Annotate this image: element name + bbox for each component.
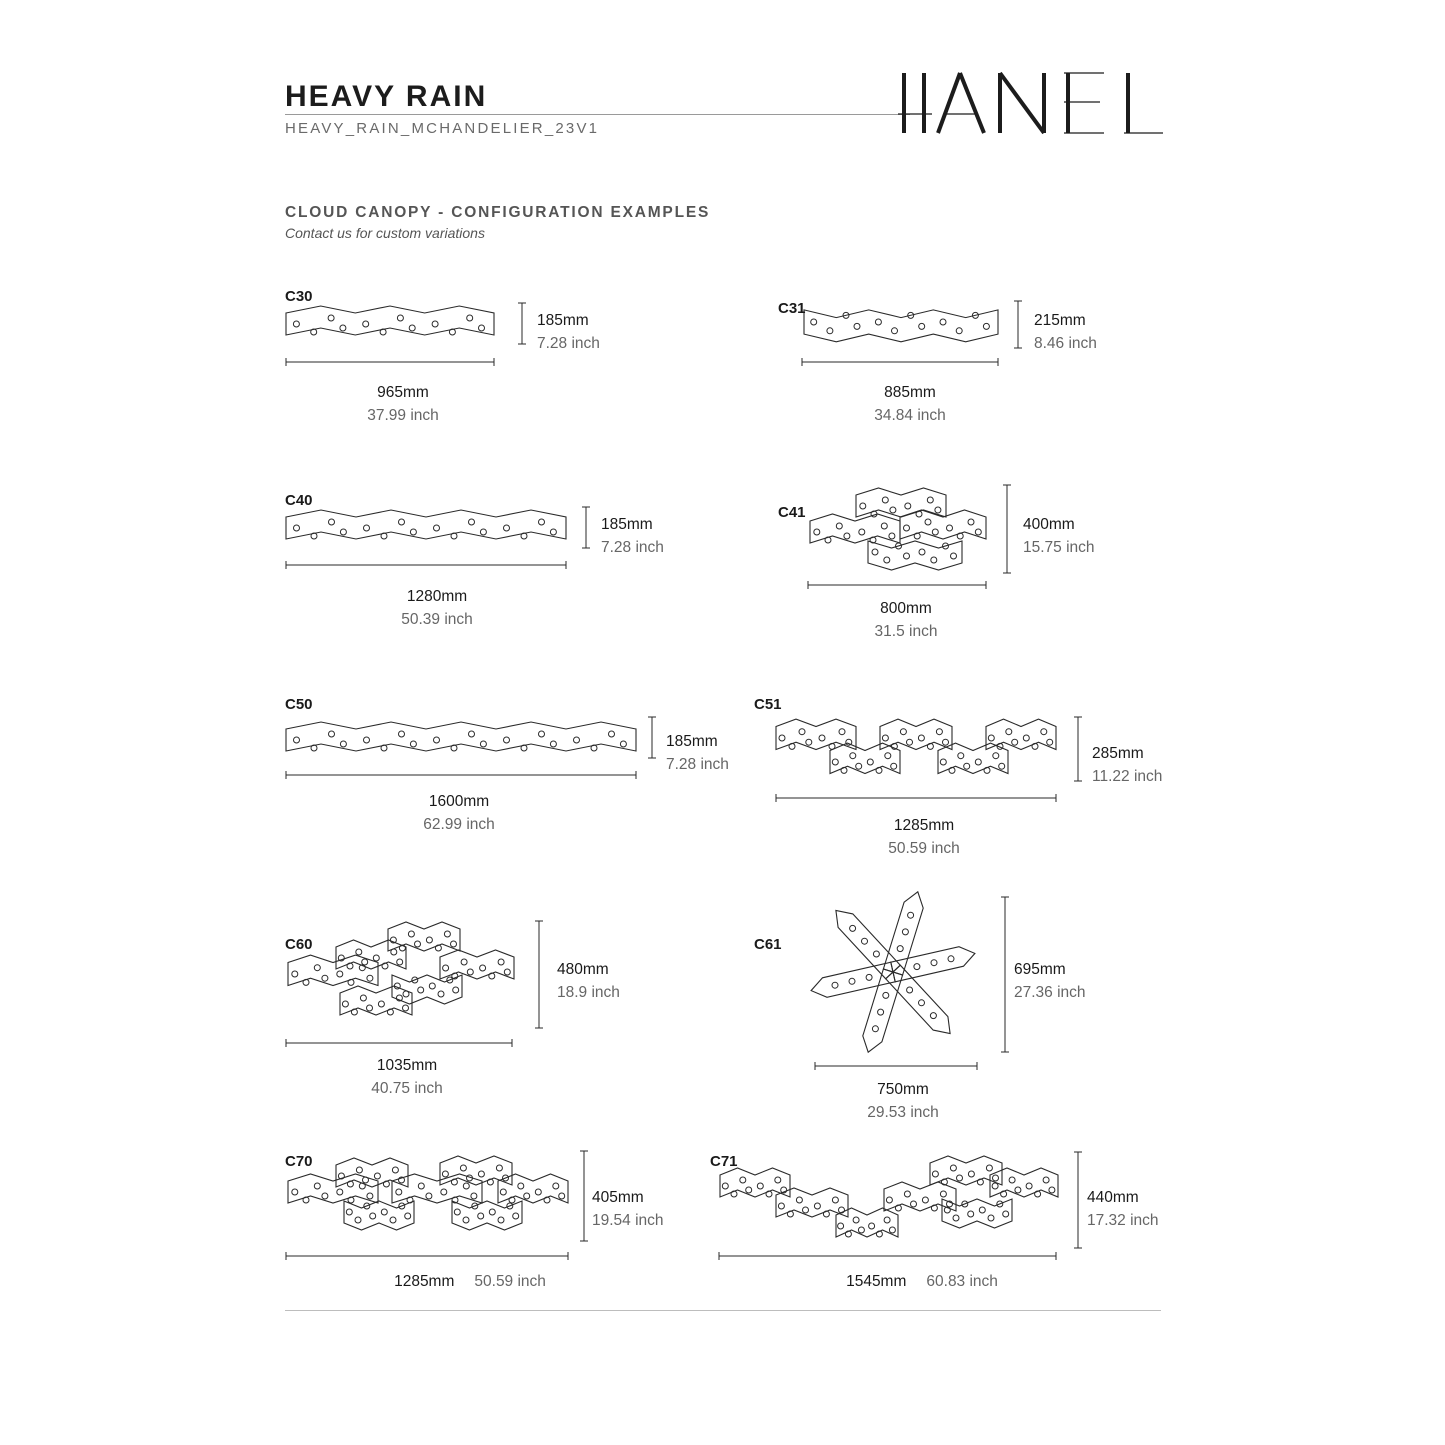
drop-point xyxy=(884,1217,890,1223)
panel-outline xyxy=(804,310,998,342)
drop-point xyxy=(550,741,556,747)
drop-point xyxy=(876,767,882,773)
drop-point xyxy=(856,763,862,769)
panel-outline xyxy=(286,510,566,539)
drop-point xyxy=(480,529,486,535)
drop-point xyxy=(329,731,335,737)
drop-point xyxy=(740,1177,746,1183)
drop-point xyxy=(444,931,450,937)
drop-point xyxy=(878,1009,884,1015)
drop-point xyxy=(415,941,421,947)
drop-point xyxy=(914,964,920,970)
drop-point xyxy=(999,763,1005,769)
height-dimension: 695mm 27.36 inch xyxy=(1014,961,1086,1001)
drop-point xyxy=(434,525,440,531)
drop-point xyxy=(340,325,346,331)
drop-point xyxy=(875,319,881,325)
drop-point xyxy=(360,995,366,1001)
drop-point xyxy=(935,507,941,513)
drop-point xyxy=(397,315,403,321)
drop-point xyxy=(984,767,990,773)
drop-point xyxy=(841,767,847,773)
drop-point xyxy=(471,1193,477,1199)
drop-point xyxy=(418,987,424,993)
height-dimension: 480mm 18.9 inch xyxy=(557,961,620,1001)
drop-point xyxy=(832,982,838,988)
drop-point xyxy=(940,1191,946,1197)
drop-point xyxy=(504,737,510,743)
drop-point xyxy=(983,323,989,329)
width-dimension: 1600mm 62.99 inch xyxy=(423,793,495,833)
width-dimension: 1285mm 50.59 inch xyxy=(888,817,960,857)
drop-point xyxy=(950,1165,956,1171)
drop-point xyxy=(348,979,354,985)
drop-point xyxy=(907,739,913,745)
drop-point xyxy=(902,929,908,935)
drop-point xyxy=(496,1165,502,1171)
drop-point xyxy=(850,925,856,931)
drop-point xyxy=(322,975,328,981)
drop-point xyxy=(504,525,510,531)
drop-point xyxy=(746,1187,752,1193)
drop-point xyxy=(925,519,931,525)
drop-point xyxy=(480,741,486,747)
drop-point xyxy=(469,731,475,737)
drop-point xyxy=(432,321,438,327)
drop-point xyxy=(356,949,362,955)
drop-point xyxy=(399,731,405,737)
drop-point xyxy=(775,1177,781,1183)
drop-point xyxy=(779,735,785,741)
drop-point xyxy=(443,965,449,971)
drop-point xyxy=(844,533,850,539)
drop-point xyxy=(340,741,346,747)
panel-outline xyxy=(286,722,636,751)
drop-point xyxy=(314,1183,320,1189)
drop-point xyxy=(374,1173,380,1179)
width-dimension: 965mm 37.99 inch xyxy=(367,384,439,424)
drop-point xyxy=(1012,739,1018,745)
drop-point xyxy=(897,946,903,952)
drop-point xyxy=(951,553,957,559)
drop-point xyxy=(806,739,812,745)
drop-point xyxy=(329,519,335,525)
height-dimension: 185mm 7.28 inch xyxy=(601,516,664,556)
drop-point xyxy=(927,743,933,749)
drop-point xyxy=(1043,1177,1049,1183)
drop-point xyxy=(919,1000,925,1006)
height-dimension: 400mm 15.75 inch xyxy=(1023,516,1095,556)
height-dimension: 405mm 19.54 inch xyxy=(592,1189,664,1229)
footer-divider xyxy=(285,1310,1161,1311)
drop-point xyxy=(922,1197,928,1203)
drop-point xyxy=(392,1167,398,1173)
drop-point xyxy=(409,325,415,331)
drop-point xyxy=(1026,1183,1032,1189)
drop-point xyxy=(364,737,370,743)
height-dimension: 185mm 7.28 inch xyxy=(666,733,729,773)
drop-point xyxy=(956,328,962,334)
drop-point xyxy=(882,497,888,503)
drop-point xyxy=(862,938,868,944)
drop-point xyxy=(885,753,891,759)
drop-point xyxy=(294,737,300,743)
drop-point xyxy=(858,1227,864,1233)
drop-point xyxy=(524,1193,530,1199)
height-dimension: 285mm 11.22 inch xyxy=(1092,745,1163,785)
drop-point xyxy=(467,315,473,321)
drop-point xyxy=(905,503,911,509)
drop-point xyxy=(890,507,896,513)
drop-point xyxy=(838,1223,844,1229)
drop-point xyxy=(478,1171,484,1177)
panel-outline xyxy=(286,306,494,335)
drop-point xyxy=(367,1005,373,1011)
drop-point xyxy=(498,959,504,965)
panel-outline xyxy=(811,962,895,997)
panel-outline xyxy=(868,541,962,570)
panel-outline xyxy=(891,947,975,982)
height-dimension: 440mm 17.32 inch xyxy=(1087,1189,1159,1229)
drop-point xyxy=(355,1217,361,1223)
drop-point xyxy=(968,519,974,525)
drop-point xyxy=(904,525,910,531)
drop-point xyxy=(480,965,486,971)
drop-point xyxy=(827,328,833,334)
drop-point xyxy=(314,965,320,971)
drop-point xyxy=(363,321,369,327)
drop-point xyxy=(1003,1211,1009,1217)
drop-point xyxy=(396,1189,402,1195)
drop-point xyxy=(869,1223,875,1229)
drop-point xyxy=(356,1167,362,1173)
config-label: C61 xyxy=(754,936,782,953)
drop-point xyxy=(408,931,414,937)
drop-point xyxy=(932,1171,938,1177)
drop-point xyxy=(811,319,817,325)
drop-point xyxy=(370,1213,376,1219)
drop-point xyxy=(498,1217,504,1223)
config-label: C31 xyxy=(778,300,806,317)
drop-point xyxy=(454,1209,460,1215)
drop-point xyxy=(1023,735,1029,741)
config-label: C60 xyxy=(285,936,313,953)
drop-point xyxy=(850,753,856,759)
drop-point xyxy=(453,987,459,993)
drop-point xyxy=(346,1209,352,1215)
drop-point xyxy=(1047,739,1053,745)
panel-outline xyxy=(452,1201,522,1230)
width-dimension: 1280mm 50.39 inch xyxy=(401,588,473,628)
drop-point xyxy=(872,1026,878,1032)
drop-point xyxy=(872,549,878,555)
drop-point xyxy=(500,1189,506,1195)
drop-point xyxy=(814,1203,820,1209)
drop-point xyxy=(911,1201,917,1207)
drop-point xyxy=(919,323,925,329)
drop-point xyxy=(849,978,855,984)
drop-point xyxy=(907,987,913,993)
drop-point xyxy=(513,1213,519,1219)
height-dimension: 215mm 8.46 inch xyxy=(1034,312,1097,352)
drop-point xyxy=(293,321,299,327)
drop-point xyxy=(968,1171,974,1177)
drop-point xyxy=(620,741,626,747)
drop-point xyxy=(931,557,937,563)
drop-point xyxy=(940,759,946,765)
drop-point xyxy=(461,959,467,965)
drop-point xyxy=(886,1197,892,1203)
drop-point xyxy=(892,328,898,334)
drop-point xyxy=(426,1193,432,1199)
drop-point xyxy=(429,983,435,989)
drop-point xyxy=(889,533,895,539)
drop-point xyxy=(478,1213,484,1219)
drop-point xyxy=(819,735,825,741)
drop-point xyxy=(1041,729,1047,735)
drop-point xyxy=(904,553,910,559)
drop-point xyxy=(992,1183,998,1189)
config-label: C71 xyxy=(710,1153,738,1170)
config-label: C30 xyxy=(285,288,313,305)
drop-point xyxy=(866,974,872,980)
drop-point xyxy=(539,731,545,737)
drop-point xyxy=(860,503,866,509)
drop-point xyxy=(467,969,473,975)
drop-point xyxy=(803,1207,809,1213)
drop-point xyxy=(859,529,865,535)
drop-point xyxy=(988,1215,994,1221)
drop-point xyxy=(362,959,368,965)
drop-point xyxy=(854,323,860,329)
drop-point xyxy=(1032,743,1038,749)
drop-point xyxy=(908,912,914,918)
config-label: C40 xyxy=(285,492,313,509)
drop-point xyxy=(364,525,370,531)
drop-point xyxy=(930,1013,936,1019)
drop-point xyxy=(936,729,942,735)
drop-point xyxy=(943,739,949,745)
height-dimension: 185mm 7.28 inch xyxy=(537,312,600,352)
drop-point xyxy=(957,1175,963,1181)
drop-point xyxy=(958,753,964,759)
drop-point xyxy=(927,497,933,503)
page-title: HEAVY RAIN xyxy=(285,80,488,113)
drop-point xyxy=(574,737,580,743)
drop-point xyxy=(940,319,946,325)
drop-point xyxy=(867,759,873,765)
drop-point xyxy=(451,941,457,947)
drop-point xyxy=(993,753,999,759)
drop-point xyxy=(799,729,805,735)
drop-point xyxy=(932,529,938,535)
width-dimension: 750mm 29.53 inch xyxy=(867,1081,939,1121)
panel-outline xyxy=(344,1201,414,1230)
drop-point xyxy=(381,1209,387,1215)
drop-point xyxy=(367,975,373,981)
drop-point xyxy=(975,529,981,535)
width-dimension: 800mm 31.5 inch xyxy=(874,600,938,640)
drop-point xyxy=(814,529,820,535)
config-label: C70 xyxy=(285,1153,313,1170)
panel-outline xyxy=(942,1199,1012,1228)
width-dimension: 885mm 34.84 inch xyxy=(874,384,946,424)
drop-point xyxy=(460,1165,466,1171)
drop-point xyxy=(489,1209,495,1215)
drop-point xyxy=(757,1183,763,1189)
drop-point xyxy=(550,529,556,535)
drop-point xyxy=(292,1189,298,1195)
width-dimension: 1285mm 50.59 inch xyxy=(394,1273,546,1290)
drop-point xyxy=(378,1001,384,1007)
drop-point xyxy=(426,937,432,943)
drop-point xyxy=(294,525,300,531)
config-label: C41 xyxy=(778,504,806,521)
drop-point xyxy=(373,955,379,961)
drop-point xyxy=(881,523,887,529)
drop-point xyxy=(975,759,981,765)
drop-point xyxy=(434,737,440,743)
drop-point xyxy=(337,1189,343,1195)
drop-point xyxy=(553,1183,559,1189)
drop-point xyxy=(367,1193,373,1199)
drop-point xyxy=(953,1215,959,1221)
drop-point xyxy=(390,1217,396,1223)
drop-point xyxy=(796,1197,802,1203)
drop-point xyxy=(535,1189,541,1195)
drop-point xyxy=(559,1193,565,1199)
drop-point xyxy=(438,991,444,997)
drop-point xyxy=(518,1183,524,1189)
drop-point xyxy=(463,1217,469,1223)
section-subtitle: Contact us for custom variations xyxy=(285,225,485,241)
drop-point xyxy=(964,763,970,769)
drop-point xyxy=(322,1193,328,1199)
drop-point xyxy=(986,1165,992,1171)
drop-point xyxy=(479,325,485,331)
drop-point xyxy=(403,1005,409,1011)
drop-point xyxy=(397,959,403,965)
drop-point xyxy=(303,979,309,985)
drop-point xyxy=(441,1189,447,1195)
drop-point xyxy=(1009,1177,1015,1183)
config-label: C50 xyxy=(285,696,313,713)
drop-point xyxy=(931,960,937,966)
drop-point xyxy=(900,729,906,735)
drop-point xyxy=(340,529,346,535)
drop-point xyxy=(918,735,924,741)
drop-point xyxy=(292,971,298,977)
drop-point xyxy=(947,525,953,531)
drop-point xyxy=(979,1207,985,1213)
drop-point xyxy=(463,1183,469,1189)
drop-point xyxy=(949,767,955,773)
drop-point xyxy=(904,1191,910,1197)
drop-point xyxy=(883,992,889,998)
drop-point xyxy=(410,741,416,747)
drop-point xyxy=(853,1217,859,1223)
drop-point xyxy=(469,519,475,525)
drop-point xyxy=(948,956,954,962)
drop-point xyxy=(722,1183,728,1189)
drop-point xyxy=(789,743,795,749)
drop-point xyxy=(399,519,405,525)
drop-point xyxy=(418,1183,424,1189)
drop-point xyxy=(442,1171,448,1177)
drop-point xyxy=(410,529,416,535)
drop-point xyxy=(328,315,334,321)
drop-point xyxy=(889,1227,895,1233)
drop-point xyxy=(839,729,845,735)
drop-point xyxy=(832,759,838,765)
drop-point xyxy=(919,549,925,555)
drop-point xyxy=(342,1001,348,1007)
drop-point xyxy=(363,1177,369,1183)
width-dimension: 1035mm 40.75 inch xyxy=(371,1057,443,1097)
drop-point xyxy=(337,971,343,977)
drop-point xyxy=(882,735,888,741)
drop-point xyxy=(832,1197,838,1203)
config-label: C51 xyxy=(754,696,782,713)
drop-point xyxy=(993,1175,999,1181)
drop-point xyxy=(988,735,994,741)
drop-point xyxy=(891,763,897,769)
drop-point xyxy=(836,523,842,529)
section-title: CLOUD CANOPY - CONFIGURATION EXAMPLES xyxy=(285,204,711,221)
drop-point xyxy=(609,731,615,737)
drop-point xyxy=(1015,1187,1021,1193)
drop-point xyxy=(405,1213,411,1219)
width-dimension: 1545mm 60.83 inch xyxy=(846,1273,998,1290)
drop-point xyxy=(1006,729,1012,735)
drop-point xyxy=(539,519,545,525)
drop-point xyxy=(1049,1187,1055,1193)
drop-point xyxy=(504,969,510,975)
drop-point xyxy=(873,951,879,957)
drop-point xyxy=(968,1211,974,1217)
drop-point xyxy=(884,557,890,563)
drop-point xyxy=(778,1203,784,1209)
product-code: HEAVY_RAIN_MCHANDELIER_23V1 xyxy=(285,120,600,137)
